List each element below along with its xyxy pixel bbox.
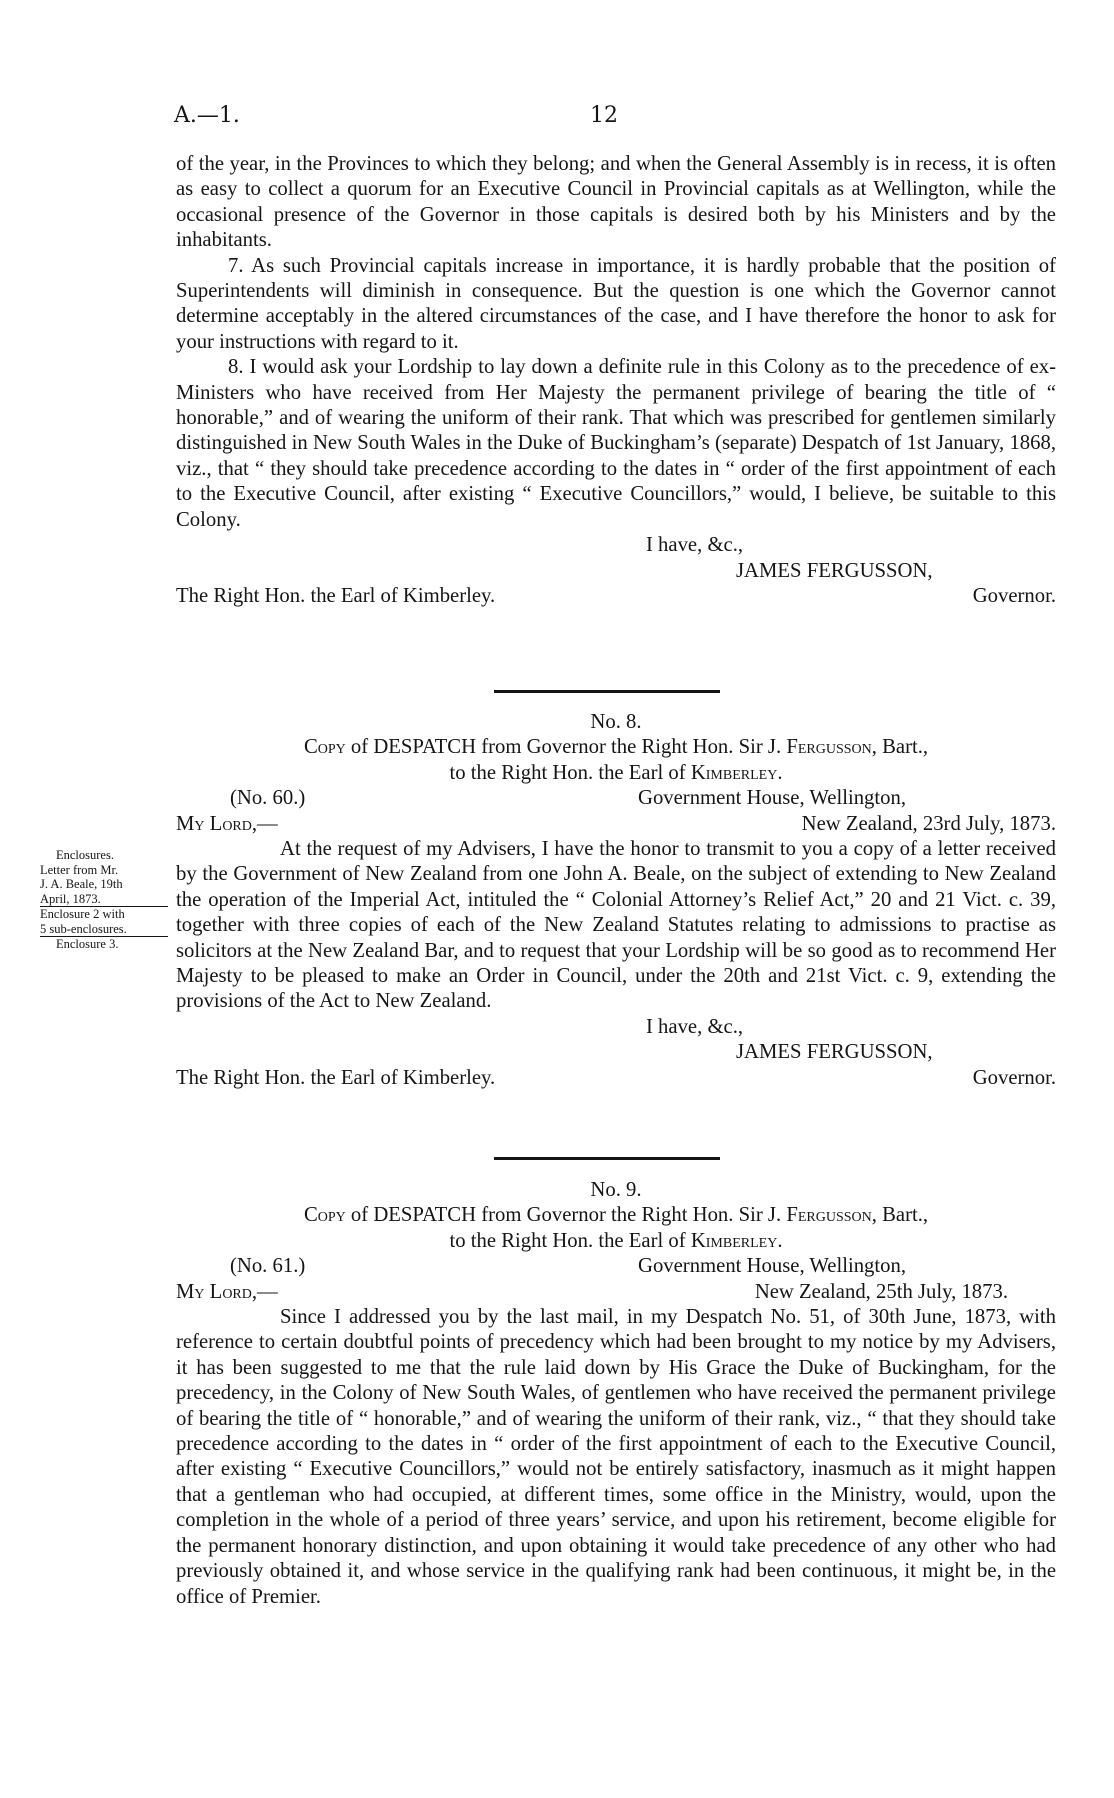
heading-recipient-name: Kimberley bbox=[690, 1229, 778, 1252]
despatch-date: New Zealand, 23rd July, 1873. bbox=[801, 812, 1056, 835]
signatory-title: Governor. bbox=[972, 584, 1056, 607]
margin-note-line: Enclosure 3. bbox=[56, 937, 119, 951]
closing-i-have: I have, &c., bbox=[646, 534, 744, 557]
heading-line2-start: to the Right Hon. the Earl of bbox=[449, 761, 691, 784]
despatch-7-continuation bbox=[176, 152, 1056, 609]
despatch-location: Government House, Wellington, bbox=[638, 1255, 906, 1278]
despatch-no-9 bbox=[176, 1178, 1056, 1610]
addressee: The Right Hon. the Earl of Kimberley. bbox=[176, 1066, 496, 1089]
despatch-reference: (No. 61.) bbox=[230, 1255, 306, 1278]
section-divider bbox=[494, 1157, 720, 1160]
heading-middle: of DESPATCH from Governor the Right Hon. Sir J. bbox=[345, 736, 787, 759]
section-divider bbox=[494, 690, 720, 693]
paragraph-continued: of the year, in the Provinces to which they belong; and when the General Assembly is in recess, it is often as easy to collect a quorum for an Executive Council in Provincial capitals as at Wellington, while the occasional presence of the Governor in those capitals is desired both by his Ministers and by the inhabitants. bbox=[176, 153, 1056, 252]
salutation-line bbox=[176, 812, 1056, 837]
addressee-line bbox=[176, 1066, 1056, 1091]
addressee-line bbox=[176, 584, 1056, 609]
heading-governor-name: Fergusson bbox=[786, 1204, 872, 1227]
closing-i-have: I have, &c., bbox=[646, 1015, 744, 1038]
heading-line2-start: to the Right Hon. the Earl of bbox=[449, 1229, 691, 1252]
despatch-location: Government House, Wellington, bbox=[638, 787, 906, 810]
paragraph-7: 7. As such Provincial capitals increase in importance, it is hardly probable that the position of Superintendents will diminish in consequence. But the question is one which the Governor cannot determine acceptably in the altered circumstances of the case, and I have therefore the honor to ask for your instructions with regard to it. bbox=[176, 254, 1056, 353]
salutation: My Lord,— bbox=[176, 1280, 278, 1303]
paragraph-8: 8. I would ask your Lordship to lay down a definite rule in this Colony as to the precedence of ex-Ministers who have received from Her Majesty the permanent privilege of bearing the title of “ honorable,” and of wearing the uniform of their rank. That which was prescribed for gentlemen similarly distinguished in New South Wales in the Duke of Buckingham’s (separate) Despatch of 1st January, 1868, viz., that “ they should take precedence according to the dates in “ order of the first appointment of each to the Executive Council, after existing “ Executive Councillors,” would, I believe, be suitable to this Colony. bbox=[176, 356, 1056, 531]
margin-note-line: April, 1873. bbox=[40, 891, 101, 906]
despatch-ref-line bbox=[176, 786, 1056, 811]
despatch-heading-line2 bbox=[176, 1229, 1056, 1254]
despatch-heading-line2 bbox=[176, 761, 1056, 786]
despatch-ref-line bbox=[176, 1254, 1056, 1279]
despatch-number: No. 8. bbox=[590, 711, 642, 733]
signature-name: JAMES FERGUSSON, bbox=[736, 1041, 933, 1064]
heading-copy-word: Copy bbox=[303, 1204, 346, 1227]
despatch-body: Since I addressed you by the last mail, in my Despatch No. 51, of 30th June, 1873, with reference to certain doubtful points of precedency which had been brought to my notice by my Advisers, it has been suggested to me that the rule laid down by His Grace the Duke of Buckingham, for the precedency, in the Colony of New South Wales, of gentlemen who have received the permanent privilege of bearing the title of “ honorable,” and of wearing the uniform of their rank, viz., “ that they should take precedence according to the dates in “ order of the first appointment of each to the Executive Council, after existing “ Executive Councillors,” would not be entirely satisfactory, inasmuch as it might happen that a gentleman who had occupied, at different times, some office in the Ministry, would, upon the completion in the whole of a period of three years’ service, and upon his retirement, become eligible for the permanent honorary distinction, and upon obtaining it would take precedence of any other who had previously obtained it, and whose service in the qualifying rank had been continuous, it might be, in the office of Premier. bbox=[176, 1306, 1056, 1608]
heading-recipient-name: Kimberley bbox=[690, 761, 778, 784]
heading-governor-name: Fergusson bbox=[786, 736, 872, 759]
despatch-date: New Zealand, 25th July, 1873. bbox=[754, 1280, 1008, 1303]
heading-line2-end: . bbox=[777, 1229, 783, 1252]
despatch-body: At the request of my Advisers, I have the honor to transmit to you a copy of a letter received by the Government of New Zealand from one John A. Beale, on the subject of extending to New Zealand the operation of the Imperial Act, intituled the “ Colonial Attorney’s Relief Act,” 20 and 21 Vict. c. 39, together with three copies of each of the New Zealand Statutes relating to admissions to practise as solicitors at the New Zealand Bar, and to request that your Lordship will be so good as to recommend Her Majesty to be pleased to make an Order in Council, under the 20th and 21st Vict. c. 9, extending the provisions of the Act to New Zealand. bbox=[176, 838, 1056, 1013]
signature-name: JAMES FERGUSSON, bbox=[736, 559, 933, 582]
margin-note-line: J. A. Beale, 19th bbox=[40, 877, 123, 891]
margin-note-heading: Enclosures. bbox=[56, 848, 114, 862]
addressee: The Right Hon. the Earl of Kimberley. bbox=[176, 584, 496, 607]
heading-middle: of DESPATCH from Governor the Right Hon. Sir J. bbox=[345, 1204, 787, 1227]
despatch-heading bbox=[176, 735, 1056, 760]
margin-note-line: Letter from Mr. bbox=[40, 862, 119, 877]
signatory-title: Governor. bbox=[972, 1066, 1056, 1089]
heading-end: , Bart., bbox=[871, 736, 929, 759]
despatch-no-8 bbox=[176, 710, 1056, 1091]
heading-copy-word: Copy bbox=[303, 736, 346, 759]
despatch-reference: (No. 60.) bbox=[230, 787, 306, 810]
page-number: 12 bbox=[590, 103, 618, 128]
salutation: My Lord,— bbox=[176, 812, 278, 835]
despatch-heading bbox=[176, 1203, 1056, 1228]
despatch-number: No. 9. bbox=[590, 1179, 642, 1201]
margin-note-line: Enclosure 2 with bbox=[40, 907, 125, 921]
margin-note-enclosures bbox=[40, 848, 175, 952]
header-section-ref: A.—1. bbox=[174, 103, 240, 128]
salutation-line bbox=[176, 1280, 1056, 1305]
margin-note-line: 5 sub-enclosures. bbox=[40, 921, 127, 936]
heading-line2-end: . bbox=[777, 761, 783, 784]
heading-end: , Bart., bbox=[871, 1204, 929, 1227]
